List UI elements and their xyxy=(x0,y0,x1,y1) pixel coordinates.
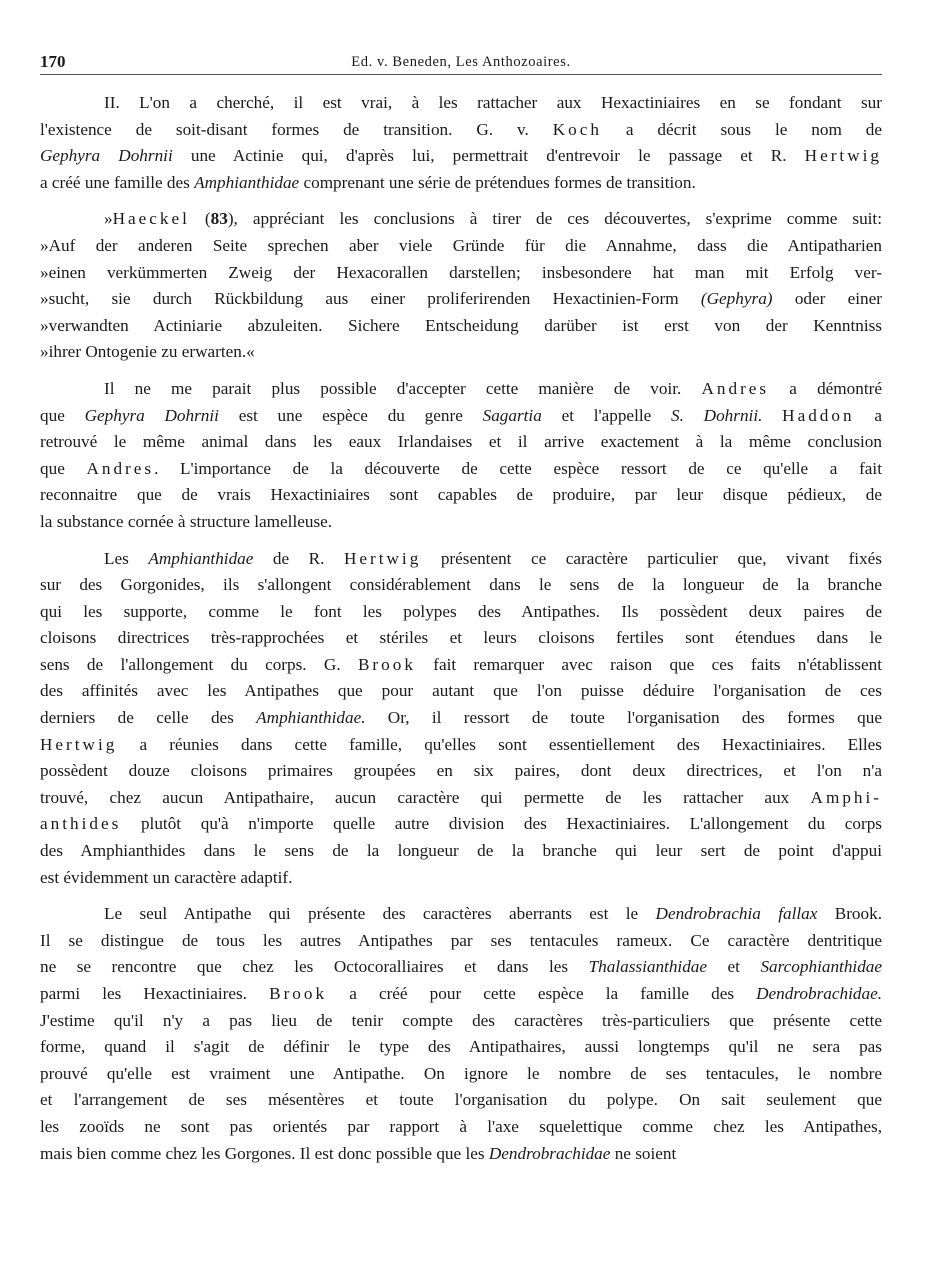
text-run: que xyxy=(40,405,85,425)
text-line xyxy=(40,758,882,785)
text-run: forme, quand il s'agit de définir le type des Antipathaires, aussi longtemps qu'il ne sera pas xyxy=(40,1037,882,1057)
text-run: des Amphianthides dans le sens de la longueur de la branche qui leur sert de point d'appui xyxy=(40,841,882,861)
page-header xyxy=(40,50,882,74)
text-run: possèdent douze cloisons primaires groupées en six paires, dont deux directrices, et l'on n'a xyxy=(40,761,882,781)
text-run: cloisons directrices très-rapprochées et stériles et leurs cloisons fertiles sont étendues dans le xyxy=(40,628,882,648)
text-line xyxy=(40,572,882,599)
text-run: plutôt qu'à n'importe quelle autre division des Hexactiniaires. L'allongement du corps xyxy=(121,814,882,834)
text-run: et l'appelle xyxy=(541,405,672,425)
text-run: a créé une famille des xyxy=(40,172,195,192)
text-line xyxy=(40,732,882,759)
text-run: sur des Gorgonides, ils s'allongent considérablement dans le sens de la longueur de la branche xyxy=(40,575,882,595)
body-text xyxy=(40,90,882,1177)
text-run: la substance cornée à structure lamelleuse. xyxy=(40,511,333,531)
author-name: Hertwig xyxy=(40,734,118,754)
text-line xyxy=(40,705,882,732)
author-name: Amphi- xyxy=(810,787,882,807)
text-line xyxy=(40,456,882,483)
text-line xyxy=(40,429,882,456)
text-run: parmi les Hexactiniaires. xyxy=(40,984,270,1003)
italic-term: Sagartia xyxy=(482,405,542,425)
page-number: 170 xyxy=(40,52,66,71)
paragraph xyxy=(40,90,882,196)
text-run: retrouvé le même animal dans les eaux Irlandaises et il arrive exactement à la même conclusion xyxy=(40,432,882,452)
text-run: est une espèce du genre xyxy=(218,405,483,425)
text-run: reconnaitre que de vrais Hexactiniaires sont capables de produire, par leur disque pédieux, de xyxy=(40,485,882,505)
text-line xyxy=(40,1087,882,1114)
text-line xyxy=(40,313,882,340)
text-run: de R. xyxy=(253,548,344,568)
italic-term: Dendrobrachidae. xyxy=(756,984,882,1003)
text-run: a xyxy=(854,405,882,425)
italic-term: Amphianthidae xyxy=(194,172,300,192)
author-name: Haddon xyxy=(782,405,855,425)
author-name: Haeckel xyxy=(112,209,190,229)
text-run: et xyxy=(707,957,761,977)
paragraph xyxy=(40,901,882,1167)
text-run: trouvé, chez aucun Antipathaire, aucun caractère qui permette de les rattacher aux xyxy=(40,787,811,807)
text-run: . L'importance de la découverte de cette espèce ressort de ce qu'elle a fait xyxy=(154,458,882,478)
text-run: Il se distingue de tous les autres Antipathes par ses tentacules rameux. Ce caractère dentritique xyxy=(40,930,882,950)
text-run: Brook. xyxy=(817,904,882,924)
text-line xyxy=(40,376,882,403)
author-name: anthides xyxy=(40,814,122,834)
text-run: derniers de celle des xyxy=(40,708,257,728)
text-run: ), appréciant les conclusions à tirer de ces découvertes, s'exprime comme suit: xyxy=(227,209,882,229)
text-line xyxy=(40,339,882,366)
italic-term: Thalassianthidae xyxy=(588,957,708,977)
text-run: des affinités avec les Antipathes que pour autant que l'on puisse déduire l'organisation de ces xyxy=(40,681,882,701)
text-line xyxy=(40,143,882,170)
italic-term: Sarcophianthidae xyxy=(760,957,883,977)
text-run: sens de l'allongement du corps. G. xyxy=(40,654,358,674)
text-run: ne soient xyxy=(610,1143,677,1163)
text-line xyxy=(40,260,882,287)
text-line xyxy=(40,1034,882,1061)
text-run: et l'arrangement de ses mésentères et toute l'organisation du polype. On sait seulement que xyxy=(40,1090,882,1110)
text-line xyxy=(40,117,882,144)
text-line xyxy=(40,170,882,197)
author-name: Andres xyxy=(86,458,155,478)
text-line xyxy=(40,901,882,928)
header-rule xyxy=(40,74,882,75)
text-line xyxy=(40,90,882,117)
text-run: Il ne me parait plus possible d'accepter cette manière de voir. xyxy=(104,378,702,398)
italic-term: Amphianthidae. xyxy=(256,708,366,728)
text-run: oder einer xyxy=(772,289,882,309)
text-line xyxy=(40,865,882,892)
text-run: qui les supporte, comme le font les polypes des Antipathes. Ils possèdent deux paires de xyxy=(40,601,882,621)
text-run: a décrit sous le nom de xyxy=(601,119,882,139)
text-line xyxy=(40,403,882,430)
text-line xyxy=(40,652,882,679)
text-line xyxy=(40,954,882,981)
reference-number: 83 xyxy=(210,209,228,229)
text-run: ne se rencontre que chez les Octocoralliaires et dans les xyxy=(40,957,589,977)
paragraph xyxy=(40,546,882,892)
text-run: présentent ce caractère particulier que, vivant fixés xyxy=(421,548,882,568)
text-run: Or, il ressort de toute l'organisation des formes que xyxy=(365,708,882,728)
text-run: comprenant une série de prétendues formes de transition. xyxy=(299,172,696,192)
italic-term: Amphianthidae xyxy=(148,548,254,568)
text-line xyxy=(40,928,882,955)
author-name: Andres xyxy=(701,378,770,398)
text-line xyxy=(40,981,882,1008)
text-run: II. L'on a cherché, il est vrai, à les rattacher aux Hexactiniaires en se fondant sur xyxy=(104,93,882,112)
text-run: a démontré xyxy=(769,378,882,398)
text-line xyxy=(40,1141,882,1168)
running-head: Ed. v. Beneden, Les Anthozoaires. xyxy=(351,54,571,70)
text-line xyxy=(40,678,882,705)
text-run: »ihrer Ontogenie zu erwarten.« xyxy=(40,342,255,362)
author-name: Hertwig xyxy=(343,548,422,568)
text-run: les zooïds ne sont pas orientés par rapport à l'axe squelettique comme chez les Antipathes, xyxy=(40,1116,882,1136)
text-run: » xyxy=(104,209,113,229)
text-run: J'estime qu'il n'y a pas lieu de tenir compte des caractères très-particuliers que présente cette xyxy=(40,1010,882,1030)
text-line xyxy=(40,785,882,812)
italic-term: Gephyra Dohrnii xyxy=(84,405,219,425)
text-run: »Auf der anderen Seite sprechen aber viele Gründe für die Annahme, dass die Antipatharien xyxy=(40,235,882,255)
italic-term: Gephyra Dohrnii xyxy=(40,146,173,166)
text-line xyxy=(40,811,882,838)
text-line xyxy=(40,286,882,313)
text-line xyxy=(40,546,882,573)
text-run: a réunies dans cette famille, qu'elles sont essentiellement des Hexactiniaires. Elles xyxy=(117,734,882,754)
text-line xyxy=(40,599,882,626)
text-line xyxy=(40,838,882,865)
author-name: Hertwig xyxy=(804,146,882,166)
text-run: »einen verkümmerten Zweig der Hexacorallen darstellen; insbesondere hat man mit Erfolg ver- xyxy=(40,262,882,282)
text-run xyxy=(762,406,782,425)
text-run: que xyxy=(40,458,87,478)
text-line xyxy=(40,233,882,260)
text-line xyxy=(40,206,882,233)
italic-term: Dendrobrachidae xyxy=(488,1143,611,1163)
text-run: une Actinie qui, d'après lui, permettrait d'entrevoir le passage et R. xyxy=(172,146,805,166)
text-run: »verwandten Actiniarie abzuleiten. Sichere Entscheidung darüber ist erst von der Kenntniss xyxy=(40,315,882,335)
text-line xyxy=(40,1061,882,1088)
author-name: Brook xyxy=(269,984,328,1003)
text-run: Le seul Antipathe qui présente des caractères aberrants est le xyxy=(104,904,656,924)
paragraph xyxy=(40,206,882,366)
author-name: Koch xyxy=(552,119,602,139)
text-line xyxy=(40,1114,882,1141)
text-run: fait remarquer avec raison que ces faits n'établissent xyxy=(415,654,882,674)
italic-term: (Gephyra) xyxy=(700,289,773,309)
text-run: mais bien comme chez les Gorgones. Il est donc possible que les xyxy=(40,1143,489,1163)
text-line xyxy=(40,1008,882,1035)
text-run: ( xyxy=(189,209,211,229)
text-run: Les xyxy=(104,548,149,568)
paragraph xyxy=(40,376,882,536)
text-run: est évidemment un caractère adaptif. xyxy=(40,867,293,887)
text-run: l'existence de soit-disant formes de transition. G. v. xyxy=(40,119,553,139)
text-run: a créé pour cette espèce la famille des xyxy=(327,984,757,1003)
author-name: Brook xyxy=(357,654,416,674)
text-line xyxy=(40,482,882,509)
text-line xyxy=(40,509,882,536)
text-run: prouvé qu'elle est vraiment une Antipathe. On ignore le nombre de ses tentacules, le nombre xyxy=(40,1063,882,1083)
italic-term: S. Dohrnii. xyxy=(671,405,763,425)
text-line xyxy=(40,625,882,652)
italic-term: Dendrobrachia fallax xyxy=(655,904,818,924)
text-run: »sucht, sie durch Rückbildung aus einer proliferirenden Hexactinien-Form xyxy=(40,289,701,309)
